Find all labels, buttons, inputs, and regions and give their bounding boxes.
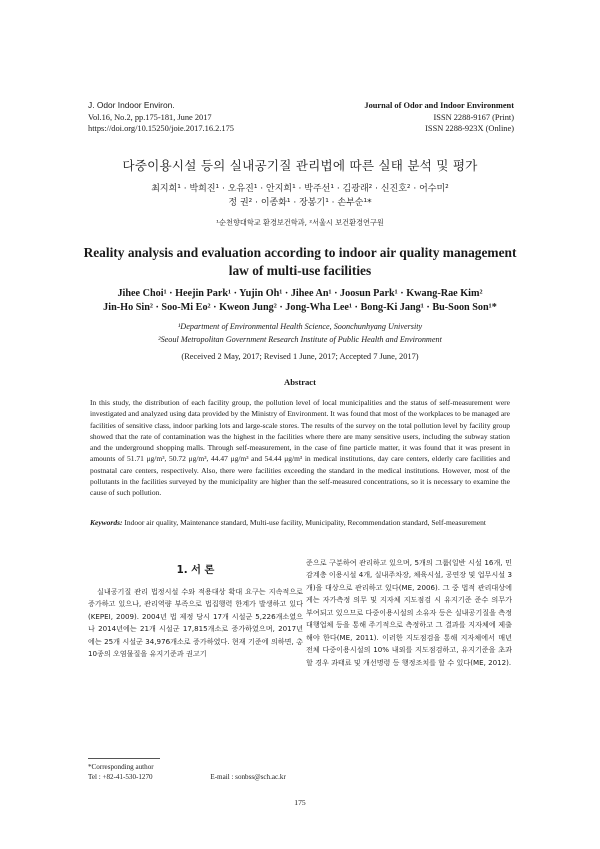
received-dates: (Received 2 May, 2017; Revised 1 June, 2017; Accepted 7 June, 2017): [181, 352, 419, 361]
english-authors-line-2: Jin-Ho Sin² · Soo-Mi Eo² · Kweon Jung² · Jong-Wha Lee¹ · Bong-Ki Jang¹ · Bu-Soon Son¹*: [103, 301, 497, 313]
affiliation-1: ¹Department of Environmental Health Science, Soonchunhyang University: [177, 322, 423, 331]
contact-line: [88, 772, 286, 782]
english-title-line-1: Reality analysis and evaluation according to indoor air quality management: [83, 245, 517, 260]
english-authors-line-1: Jihee Choi¹ · Heejin Park¹ · Yujin Oh¹ · Jihee An¹ · Joosun Park¹ · Kwang-Rae Kim²: [117, 288, 483, 299]
email-address[interactable]: E-mail : sonbss@sch.ac.kr: [210, 773, 286, 781]
body-text-right-column: 준으로 구분하여 관리하고 있으며, 5개의 그룹(일반 시설 16개, 민감계층 이용시설 4개, 실내주차장, 체육시설, 공연장 및 업무시설 3개)을 대상으로 관리하고 있다(ME, 2006). 그 중 법적 관리대상에게는 자가측정 의무 및 지자체 지도점검 시 유지기준 준수 의무가 부여되고 있으므로 다중이용시설의 소유자 등은 실내공기질을 측정대행업체 등을 통해 주기적으로 측정하고 그 결과를 지자체에 제출해야 한다(ME, 2011). 이러한 지도점검을 통해 지자체에서 매년 전체 다중이용시설의 10% 내외를 지도점검하고, 유지기준을 초과할 경우 과태료 및 개선명령 등 행정조치를 할 수 있다(ME, 2012).: [306, 558, 512, 667]
keywords-label: Keywords:: [90, 518, 123, 527]
english-authors: [60, 287, 540, 314]
footnote-divider: [88, 758, 160, 759]
korean-affiliation: ¹순천향대학교 환경보건학과, ²서울시 보건환경연구원: [216, 218, 384, 227]
affiliation-2: ²Seoul Metropolitan Government Research Institute of Public Health and Environment: [158, 334, 442, 344]
telephone: Tel : +82-41-530-1270: [88, 773, 153, 781]
journal-header-left: [88, 100, 234, 135]
english-title: [60, 244, 540, 280]
volume-info: Vol.16, No.2, pp.175-181, June 2017: [88, 112, 212, 122]
journal-abbreviation: J. Odor Indoor Environ.: [88, 100, 175, 110]
journal-header-right: [364, 100, 514, 135]
doi-link[interactable]: https://doi.org/10.15250/joie.2017.16.2.175: [88, 124, 234, 134]
corresponding-author-note: *Corresponding author: [88, 763, 154, 771]
keywords-text: Indoor air quality, Maintenance standard, Multi-use facility, Municipality, Recommendation standard, Self-measurement: [124, 518, 486, 527]
footnote: [88, 762, 286, 782]
section-heading-introduction: 1. 서 론: [176, 565, 215, 576]
issn-online: ISSN 2288-923X (Online): [425, 124, 514, 134]
keywords: [90, 517, 510, 528]
issn-print: ISSN 2288-9167 (Print): [433, 112, 514, 122]
korean-authors-line-1: 최지희¹ · 박희진¹ · 오유진¹ · 안지희¹ · 박주선¹ · 김광래² · 신진호² · 어수미²: [151, 184, 449, 194]
english-affiliations: [60, 321, 540, 346]
body-text-left-column: 실내공기질 관리 법정시설 수와 적용대상 확대 요구는 지속적으로 증가하고 있으나, 관리역량 부족으로 법집행력 한계가 발생하고 있다(KEPEI, 2009). 2004년 법 제정 당시 17개 시설군 5,226개소였으나 2014년에는 21개 시설군 17,815개소로 증가하였으며, 2017년에는 25개 시설군 34,976개소로 증가하였다. 현재 기준에 의하면, 총 10종의 오염물질을 유지기준과 권고기: [88, 587, 303, 659]
korean-title: 다중이용시설 등의 실내공기질 관리법에 따른 실태 분석 및 평가: [122, 158, 478, 173]
journal-name: Journal of Odor and Indoor Environment: [364, 101, 514, 110]
korean-authors-line-2: 정 권² · 이종화¹ · 장봉기¹ · 손부순¹*: [228, 197, 372, 208]
korean-authors: [60, 183, 540, 210]
abstract-text: In this study, the distribution of each facility group, the pollution level of local municipalities and the status of self-measurement were investigated and analyzed using data provided by the Ministry of Environment. It was found that most of the workplaces to be managed are facilities of sensitive class, indoor parking lots and large-scale stores. The results of the survey on the total pollution level by facility group showed that the rate of contamination was the highest in the facilities where there are many sensitive users, including the subway station and the underground shopping malls. Through self-measurement, in the case of fine particle matter, it was found that it was present in amounts of 51.71 μg/m³, 50.72 μg/m³, 44.47 μg/m³ and 54.44 μg/m³ in medical institutions, day care centers, elderly care facilities and postnatal care centers, respectively. Also, there were facilities exceeding the standard in the medical institutions. However, most of the pollutants in the facilities surveyed by the municipality are higher than the self-measured concentrations, so it is necessary to examine the cause of such pollution.: [90, 398, 510, 498]
page-number: 175: [294, 798, 306, 807]
english-title-line-2: law of multi-use facilities: [228, 263, 372, 278]
abstract-heading: Abstract: [284, 377, 316, 387]
